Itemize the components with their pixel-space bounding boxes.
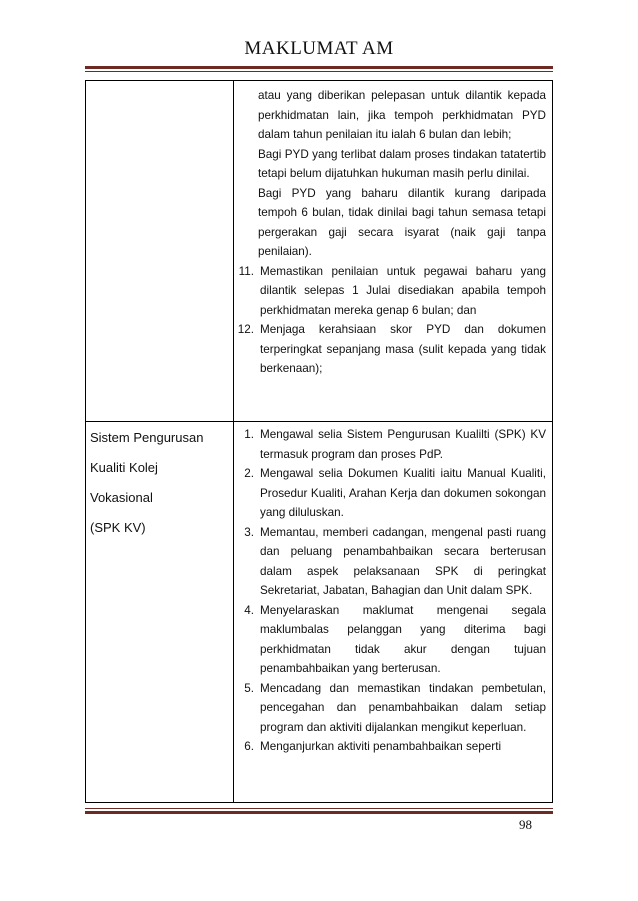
continuation-text: Bagi PYD yang baharu dilantik kurang daripada tempoh 6 bulan, tidak dinilai bagi tahun semasa tetapi pergerakan gaji secara isyarat (naik gaji tanpa penilaian). xyxy=(258,186,546,258)
list-item-text: Memastikan penilaian untuk pegawai baharu yang dilantik selepas 1 Julai disediakan apabila tempoh perkhidmatan mereka genap 6 bulan; dan xyxy=(260,264,546,317)
unit-name-line: (SPK KV) xyxy=(90,520,146,535)
duties-table xyxy=(85,80,553,803)
unit-name-line: Vokasional xyxy=(90,490,153,505)
table-row xyxy=(86,422,553,803)
table-cell-duties xyxy=(234,422,553,803)
page-header-title: MAKLUMAT AM xyxy=(244,38,394,59)
unit-name-line: Kualiti Kolej xyxy=(90,460,158,475)
list-item xyxy=(234,262,546,321)
list-item xyxy=(234,464,546,523)
footer-rule-thick xyxy=(85,811,553,814)
table-row xyxy=(86,81,553,422)
footer-rule-thin xyxy=(85,808,553,809)
list-item-text: Mengawal selia Dokumen Kualiti iaitu Manual Kualiti, Prosedur Kualiti, Arahan Kerja dan dokumen sokongan yang diluluskan. xyxy=(260,467,546,519)
list-item-number: 2. xyxy=(244,467,254,480)
list-item-text: Mengawal selia Sistem Pengurusan Kualilti (SPK) KV termasuk program dan proses PdP. xyxy=(260,428,546,461)
page-number: 98 xyxy=(519,817,532,832)
list-item-number: 3. xyxy=(244,525,254,539)
list-item-number: 4. xyxy=(244,603,254,617)
header-rule-thin xyxy=(85,71,553,72)
list-item-text: Menyelaraskan maklumat mengenai segala maklumbalas pelanggan yang diterima bagi perkhidmatan tidak akur dengan tujuan penambahbaikan yang berterusan. xyxy=(260,603,546,675)
header-rule-thick xyxy=(85,66,553,69)
list-item xyxy=(234,320,546,379)
unit-name-line: Sistem Pengurusan xyxy=(90,430,204,445)
continuation-text: Bagi PYD yang terlibat dalam proses tindakan tatatertib tetapi belum dijatuhkan hukuman masih perlu dinilai. xyxy=(258,147,546,180)
list-item-number: 1. xyxy=(244,428,254,441)
list-item-text: Mencadang dan memastikan tindakan pembetulan, pencegahan dan penambahbaikan dalam setiap program dan aktiviti dijalankan mengikut keperluan. xyxy=(260,681,546,734)
list-item xyxy=(234,679,546,738)
list-item xyxy=(234,523,546,601)
table-cell-unit xyxy=(86,422,234,803)
list-item xyxy=(234,425,546,464)
list-item-text: Menganjurkan aktiviti penambahbaikan seperti xyxy=(260,740,502,753)
list-item-text: Memantau, memberi cadangan, mengenal pasti ruang dan peluang penambahbaikan secara berterusan dalam aspek pelaksanaan SPK di peringkat Sekretariat, Jabatan, Bahagian dan Unit dalam SPK. xyxy=(260,525,546,597)
list-item-number: 6. xyxy=(244,740,254,753)
list-item xyxy=(234,737,546,757)
list-item-number: 11. xyxy=(238,264,254,278)
table-cell-unit xyxy=(86,81,234,422)
list-item-text: Menjaga kerahsiaan skor PYD dan dokumen terperingkat sepanjang masa (sulit kepada yang tidak berkenaan); xyxy=(260,323,546,375)
continuation-text: atau yang diberikan pelepasan untuk dilantik kepada perkhidmatan lain, jika tempoh perkhidmatan PYD dalam tahun penilaian itu ialah 6 bulan dan lebih; xyxy=(258,89,546,141)
list-item xyxy=(234,601,546,679)
list-item-number: 12. xyxy=(237,323,254,336)
list-item-number: 5. xyxy=(244,681,254,695)
table-cell-duties xyxy=(234,81,553,422)
